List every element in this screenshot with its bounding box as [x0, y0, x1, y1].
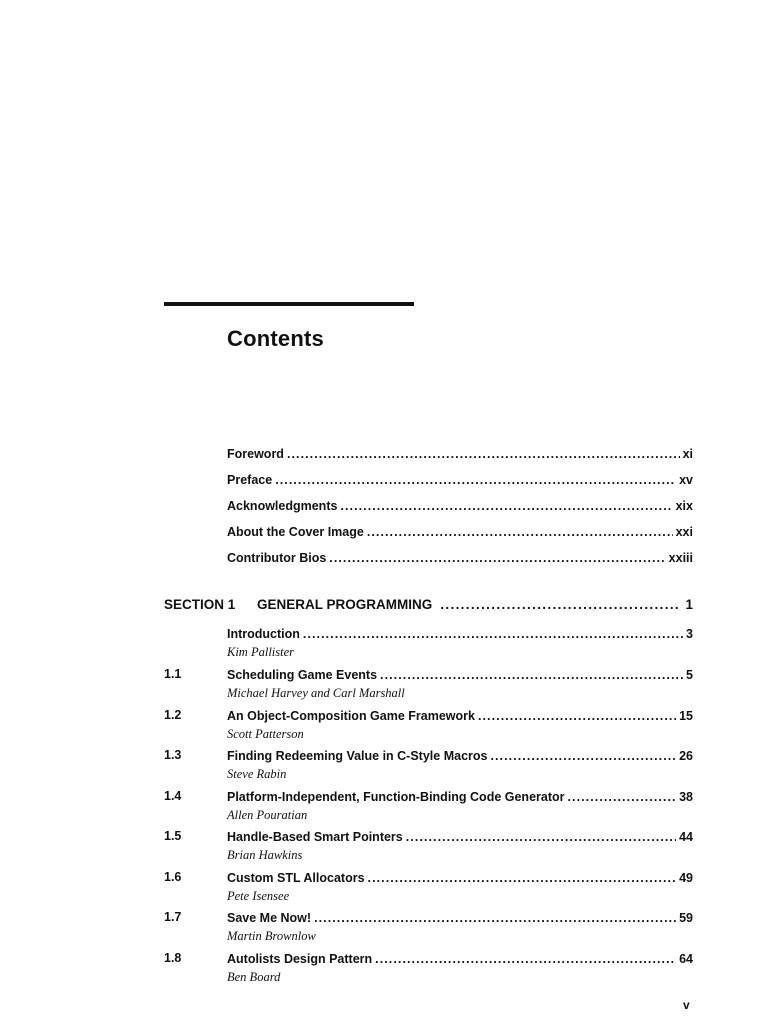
toc-entry-1-5[interactable]	[227, 829, 693, 845]
dot-leader	[490, 748, 676, 764]
toc-entry-page: 44	[679, 830, 693, 844]
toc-entry-number: 1.2	[164, 708, 182, 722]
toc-entry-page: 26	[679, 749, 693, 763]
page-title: Contents	[227, 326, 324, 351]
toc-page: xix	[675, 499, 693, 513]
toc-entry-1-4[interactable]	[227, 789, 693, 805]
toc-entry-1-2[interactable]	[227, 708, 693, 724]
toc-entry-author: Brian Hawkins	[227, 848, 303, 862]
dot-leader	[314, 910, 676, 926]
toc-entry-page: 64	[679, 952, 693, 966]
toc-entry-number: 1.5	[164, 829, 182, 843]
toc-page: xi	[682, 447, 693, 461]
dot-leader	[340, 498, 672, 514]
toc-entry-number: 1.6	[164, 870, 182, 884]
toc-entry-page: 3	[686, 627, 693, 641]
toc-entry-title: Handle-Based Smart Pointers	[227, 830, 403, 844]
dot-leader	[380, 667, 683, 683]
toc-page: xxiii	[668, 551, 693, 565]
toc-front-acknowledgments[interactable]	[227, 498, 693, 514]
dot-leader	[568, 789, 677, 805]
toc-label: About the Cover Image	[227, 525, 364, 539]
toc-label: Acknowledgments	[227, 499, 338, 513]
toc-entry-title: Autolists Design Pattern	[227, 952, 373, 966]
dot-leader	[329, 550, 665, 566]
dot-leader	[478, 708, 676, 724]
dot-leader	[368, 870, 677, 886]
toc-entry-number: 1.1	[164, 667, 182, 681]
section-number: SECTION 1	[164, 597, 236, 612]
toc-entry-page: 15	[679, 709, 693, 723]
toc-entry-title: Scheduling Game Events	[227, 668, 378, 682]
toc-entry-title: Save Me Now!	[227, 911, 312, 925]
toc-label: Contributor Bios	[227, 551, 327, 565]
toc-entry-number: 1.3	[164, 748, 182, 762]
toc-entry-title: Finding Redeeming Value in C-Style Macros	[227, 749, 488, 763]
section-title: GENERAL PROGRAMMING	[257, 597, 433, 612]
toc-front-preface[interactable]	[227, 472, 693, 488]
dot-leader	[367, 524, 673, 540]
toc-entry-introduction[interactable]	[227, 626, 693, 642]
toc-entry-author: Allen Pouratian	[227, 808, 308, 822]
dot-leader	[303, 626, 683, 642]
toc-page: xv	[679, 473, 693, 487]
toc-entry-page: 5	[686, 668, 693, 682]
toc-entry-author: Martin Brownlow	[227, 929, 316, 943]
section-page: 1	[685, 597, 693, 612]
toc-entry-title: An Object-Composition Game Framework	[227, 709, 475, 723]
toc-label: Foreword	[227, 447, 284, 461]
toc-entry-number: 1.7	[164, 910, 182, 924]
toc-entry-author: Kim Pallister	[227, 645, 295, 659]
header-rule	[164, 302, 414, 306]
toc-front-contributor-bios[interactable]	[227, 550, 693, 566]
toc-entry-number: 1.8	[164, 951, 182, 965]
dot-leader	[375, 951, 676, 967]
toc-entry-author: Steve Rabin	[227, 767, 287, 781]
dot-leader	[275, 472, 676, 488]
toc-entry-author: Pete Isensee	[227, 889, 290, 903]
toc-page: xxi	[675, 525, 693, 539]
toc-entry-title: Custom STL Allocators	[227, 871, 365, 885]
toc-entry-author: Ben Board	[227, 970, 281, 984]
toc-entry-1-6[interactable]	[227, 870, 693, 886]
toc-entry-title: Introduction	[227, 627, 300, 641]
toc-entry-page: 59	[679, 911, 693, 925]
toc-entry-1-3[interactable]	[227, 748, 693, 764]
toc-front-cover-image[interactable]	[227, 524, 693, 540]
dot-leader	[287, 446, 680, 462]
toc-entry-page: 49	[679, 871, 693, 885]
toc-entry-page: 38	[679, 790, 693, 804]
toc-entry-author: Michael Harvey and Carl Marshall	[227, 686, 405, 700]
toc-entry-1-7[interactable]	[227, 910, 693, 926]
toc-entry-1-1[interactable]	[227, 667, 693, 683]
toc-entry-number: 1.4	[164, 789, 182, 803]
dot-leader	[440, 597, 679, 612]
toc-front-foreword[interactable]	[227, 446, 693, 462]
toc-entry-author: Scott Patterson	[227, 727, 304, 741]
toc-entry-title: Platform-Independent, Function-Binding Code Generator	[227, 790, 565, 804]
dot-leader	[406, 829, 676, 845]
toc-label: Preface	[227, 473, 273, 487]
toc-entry-1-8[interactable]	[227, 951, 693, 967]
toc-section-heading[interactable]	[164, 597, 693, 612]
page-number: v	[683, 998, 690, 1012]
